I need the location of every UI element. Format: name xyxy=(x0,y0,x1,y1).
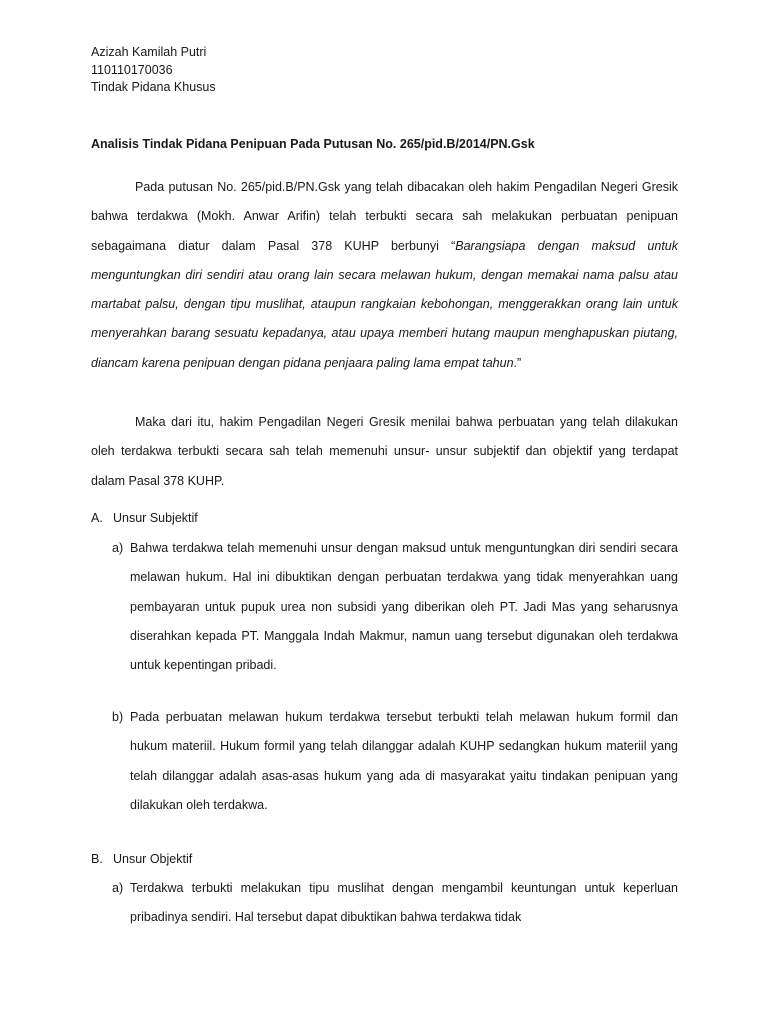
list-marker: a) xyxy=(112,881,124,895)
paragraph-2: Maka dari itu, hakim Pengadilan Negeri Gresik menilai bahwa perbuatan yang telah dilakukan oleh terdakwa terbukti secara sah telah memenuhi unsur- unsur subjektif dan objektif yang terdapat dalam Pasal 378 KUHP. xyxy=(91,415,678,488)
list-item-a-a xyxy=(112,534,678,680)
paragraph-1-end: .” xyxy=(513,355,522,370)
section-a-marker: A. xyxy=(91,511,103,525)
document-header xyxy=(91,44,216,97)
section-b-heading xyxy=(91,852,192,866)
paragraph-1-intro: Pada putusan No. 265/pid.B/PN.Gsk yang telah dibacakan oleh hakim Pengadilan Negeri Gresik bahwa terdakwa (Mokh. Anwar Arifin) telah terbukti secara sah melakukan perbuatan penipuan sebagaimana diatur dalam Pasal 378 KUHP berbunyi “ xyxy=(91,180,678,253)
author-name: Azizah Kamilah Putri xyxy=(91,45,207,59)
student-id: 110110170036 xyxy=(91,62,173,77)
list-marker: b) xyxy=(112,710,124,724)
section-b-title: Unsur Objektif xyxy=(113,852,193,866)
pasal-378-quote: Barangsiapa dengan maksud untuk menguntungkan diri sendiri atau orang lain secara melawan hukum, dengan memakai nama palsu atau martabat palsu, dengan tipu muslihat, ataupun rangkaian kebohongan, menggerakkan orang lain untuk menyerahkan barang sesuatu kepadanya, atau upaya memberi hutang maupun menghapuskan piutang, diancam karena penipuan dengan pidana penjaara paling lama empat tahun xyxy=(91,238,679,370)
list-item-text: Terdakwa terbukti melakukan tipu muslihat dengan mengambil keuntungan untuk keperluan pribadinya sendiri. Hal tersebut dapat dibuktikan bahwa terdakwa tidak xyxy=(130,881,678,925)
section-a-title: Unsur Subjektif xyxy=(113,511,198,525)
list-item-b-a xyxy=(112,874,678,933)
list-item-text: Bahwa terdakwa telah memenuhi unsur dengan maksud untuk menguntungkan diri sendiri secara melawan hukum. Hal ini dibuktikan dengan perbuatan terdakwa yang tidak menyerahkan uang pembayaran untuk pupuk urea non subsidi yang diberikan oleh PT. Jadi Mas yang seharusnya diserahkan kepada PT. Manggala Indah Makmur, namun uang tersebut digunakan oleh terdakwa untuk kepentingan pribadi. xyxy=(130,541,678,673)
document-title: Analisis Tindak Pidana Penipuan Pada Putusan No. 265/pid.B/2014/PN.Gsk xyxy=(91,137,535,151)
section-b-marker: B. xyxy=(91,852,103,866)
list-item-text: Pada perbuatan melawan hukum terdakwa tersebut terbukti telah melawan hukum formil dan hukum materiil. Hukum formil yang telah dilanggar adalah KUHP sedangkan hukum materiil yang telah dilanggar adalah asas-asas hukum yang ada di masyarakat yaitu tindakan penipuan yang dilakukan oleh terdakwa. xyxy=(130,710,678,812)
list-marker: a) xyxy=(112,541,124,555)
section-a-heading xyxy=(91,511,198,525)
list-item-a-b xyxy=(112,703,678,820)
paragraph-1 xyxy=(91,173,678,378)
course-name: Tindak Pidana Khusus xyxy=(91,80,216,94)
